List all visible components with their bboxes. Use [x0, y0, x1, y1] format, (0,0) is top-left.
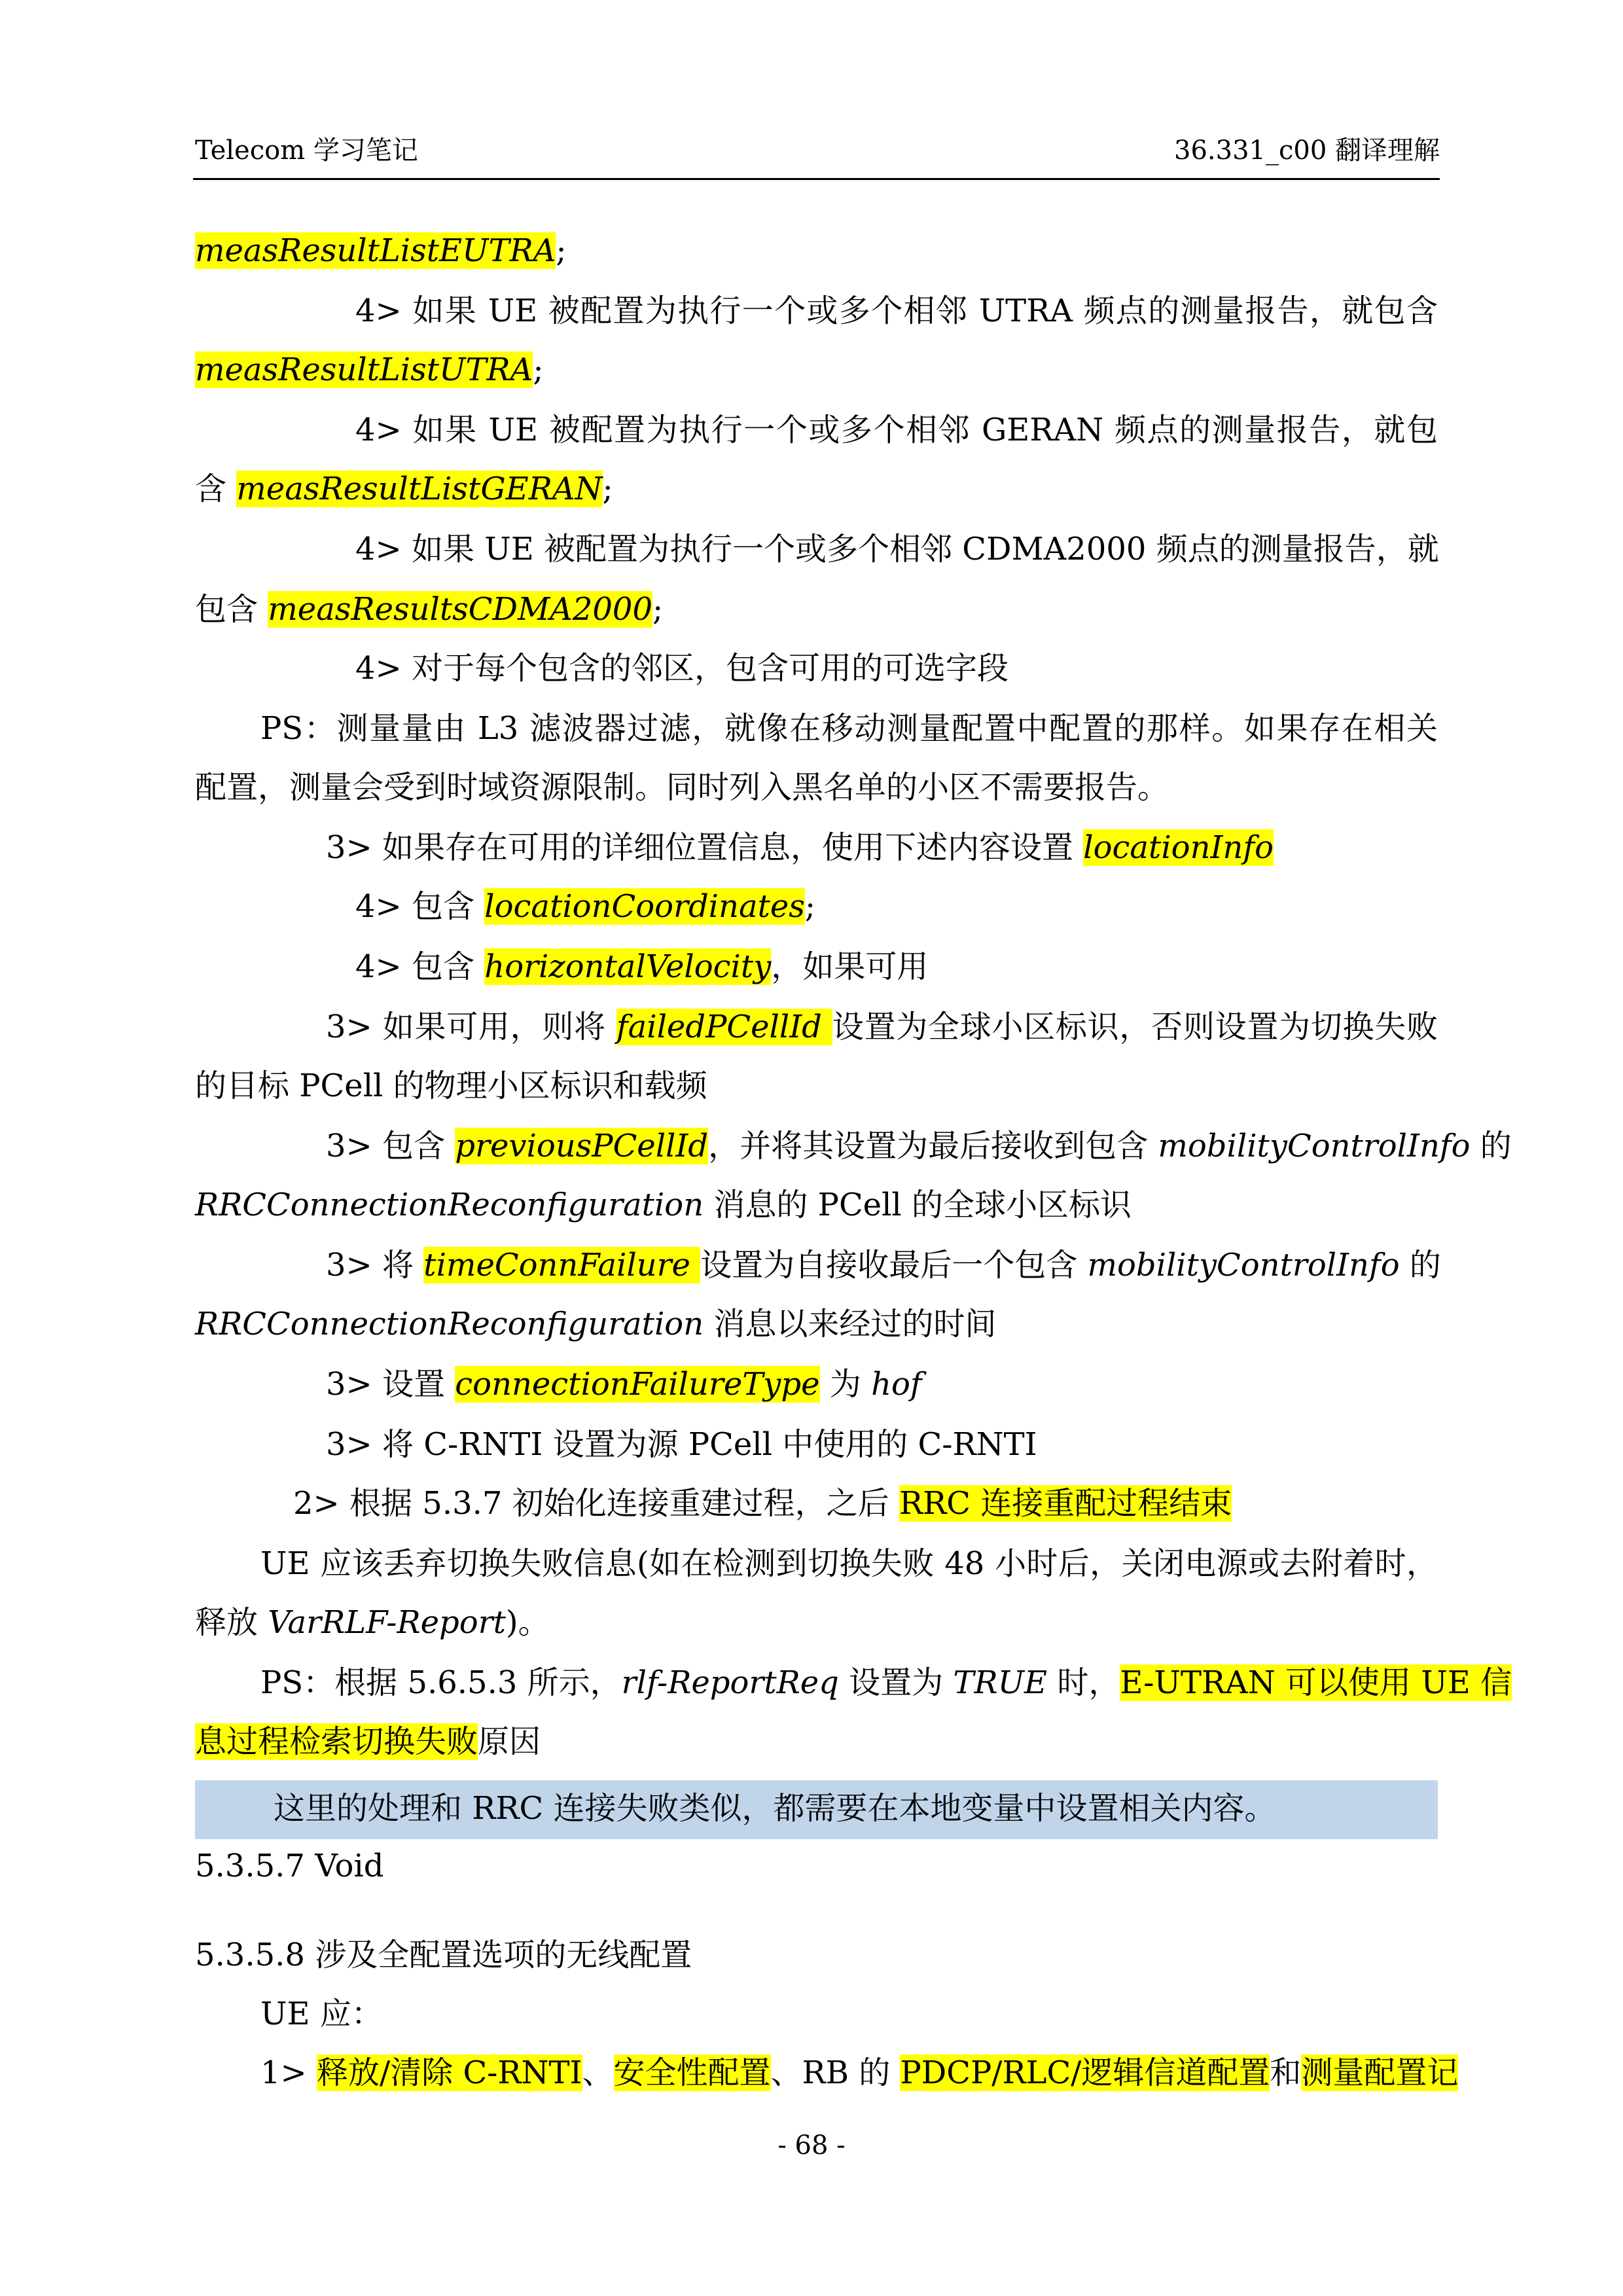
- text-segment: 的: [1399, 1247, 1441, 1283]
- text-line: [195, 285, 1438, 336]
- text-segment: 和: [1270, 2054, 1302, 2091]
- highlighted-text: measResultListUTRA: [195, 351, 533, 388]
- text-line: [195, 463, 1438, 514]
- text-line: [195, 1001, 1438, 1052]
- text-line: [195, 1478, 1438, 1529]
- highlighted-text: 释放/清除 C-RNTI: [317, 2054, 582, 2091]
- text-segment: 、: [582, 2054, 614, 2091]
- text-segment: 消息以来经过的时间: [704, 1306, 997, 1342]
- highlighted-text: RRC 连接重配过程结束: [899, 1485, 1232, 1522]
- text-segment: 3> 将: [326, 1247, 424, 1283]
- text-line: [195, 344, 1438, 395]
- highlighted-text: timeConnFailure: [423, 1247, 701, 1283]
- text-line: [195, 1299, 1438, 1350]
- text-line: [195, 1121, 1512, 1172]
- text-segment: 、RB 的: [770, 2054, 901, 2091]
- highlighted-text: measResultListEUTRA: [195, 232, 556, 269]
- highlighted-text: 息过程检索切换失败: [195, 1723, 478, 1760]
- text-segment: 4> 如果 UE 被配置为执行一个或多个相邻 GERAN 频点的测量报告，就包: [355, 412, 1438, 448]
- text-segment: 设置为全球小区标识，否则设置为切换失败: [832, 1009, 1438, 1045]
- text-line: [195, 2047, 1459, 2098]
- text-line: [195, 822, 1438, 873]
- highlighted-text: E-UTRAN 可以使用 UE 信: [1120, 1664, 1512, 1701]
- text-segment: 的: [1470, 1128, 1512, 1164]
- highlighted-text: 安全性配置: [613, 2054, 771, 2091]
- text-segment: 设置为: [838, 1664, 954, 1701]
- text-segment: UE 应该丢弃切换失败信息(如在检测到切换失败 48 小时后，关闭电源或去附着时，: [260, 1545, 1438, 1582]
- italic-term: TRUE: [953, 1664, 1048, 1701]
- text-line: [195, 1783, 1438, 1834]
- text-segment: 这里的处理和 RRC 连接失败类似，都需要在本地变量中设置相关内容。: [274, 1790, 1276, 1827]
- italic-term: VarRLF-Report: [268, 1604, 506, 1641]
- text-segment: 4> 如果 UE 被配置为执行一个或多个相邻 CDMA2000 频点的测量报告，就: [355, 531, 1439, 567]
- highlighted-text: measResultListGERAN: [236, 471, 603, 507]
- text-line: [195, 1240, 1441, 1291]
- header-left: Telecom 学习笔记: [195, 135, 418, 166]
- text-segment: ;: [533, 351, 544, 388]
- header-right: 36.331_c00 翻译理解: [1174, 135, 1440, 166]
- text-line: [195, 941, 1438, 992]
- italic-term: hof: [871, 1366, 922, 1403]
- text-segment: 配置，测量会受到时域资源限制。同时列入黑名单的小区不需要报告。: [195, 769, 1169, 806]
- text-line: [195, 703, 1438, 754]
- text-segment: 3> 设置: [326, 1366, 455, 1403]
- highlighted-text: 测量配置记: [1301, 2054, 1459, 2091]
- text-line: [195, 1988, 1438, 2039]
- highlighted-text: measResultsCDMA2000: [268, 591, 652, 628]
- highlighted-text: locationInfo: [1083, 829, 1274, 866]
- highlighted-text: connectionFailureType: [455, 1366, 820, 1403]
- text-segment: 为: [819, 1366, 872, 1403]
- text-segment: ，并将其设置为最后接收到包含: [708, 1128, 1158, 1164]
- text-line: [195, 1179, 1438, 1230]
- text-line: [195, 1929, 1438, 1981]
- text-line: [195, 1597, 1438, 1648]
- text-line: [195, 643, 1438, 694]
- text-line: [195, 762, 1438, 813]
- page-number: - 68 -: [777, 2130, 846, 2161]
- text-segment: 消息的 PCell 的全球小区标识: [704, 1187, 1132, 1223]
- text-line: [195, 1060, 1438, 1111]
- text-segment: PS：根据 5.6.5.3 所示，: [260, 1664, 622, 1701]
- highlighted-text: PDCP/RLC/逻辑信道配置: [900, 2054, 1270, 2091]
- italic-term: RRCConnectionReconfiguration: [195, 1187, 704, 1223]
- italic-term: rlf-ReportReq: [621, 1664, 839, 1701]
- text-segment: PS：测量量由 L3 滤波器过滤，就像在移动测量配置中配置的那样。如果存在相关: [260, 710, 1438, 747]
- text-segment: 2> 根据 5.3.7 初始化连接重建过程，之后: [293, 1485, 899, 1522]
- text-segment: 3> 如果存在可用的详细位置信息，使用下述内容设置: [326, 829, 1084, 866]
- header-rule: [193, 178, 1440, 180]
- text-line: [195, 1716, 1438, 1767]
- highlighted-text: locationCoordinates: [484, 888, 805, 925]
- text-line: [195, 584, 1438, 635]
- text-segment: 4> 如果 UE 被配置为执行一个或多个相邻 UTRA 频点的测量报告，就包含: [355, 293, 1438, 329]
- text-segment: 包含: [195, 591, 268, 628]
- text-line: [195, 881, 1438, 932]
- text-segment: )。: [505, 1604, 550, 1641]
- text-segment: 5.3.5.8 涉及全配置选项的无线配置: [195, 1937, 692, 1973]
- text-segment: 1>: [260, 2054, 317, 2091]
- highlighted-text: horizontalVelocity: [484, 948, 772, 985]
- text-segment: UE 应：: [260, 1996, 383, 2032]
- text-line: [195, 1359, 1438, 1410]
- text-segment: 含: [195, 471, 237, 507]
- text-segment: ;: [804, 888, 816, 925]
- text-segment: 3> 包含: [326, 1128, 455, 1164]
- text-segment: 原因: [478, 1723, 541, 1760]
- text-line: [195, 524, 1438, 575]
- text-segment: 4> 包含: [355, 948, 485, 985]
- text-line: [195, 225, 1438, 276]
- text-segment: 4> 对于每个包含的邻区，包含可用的可选字段: [355, 650, 1009, 687]
- text-segment: ;: [602, 471, 613, 507]
- italic-term: mobilityControlInfo: [1087, 1247, 1400, 1283]
- text-segment: ;: [556, 232, 567, 269]
- italic-term: RRCConnectionReconfiguration: [195, 1306, 704, 1342]
- text-segment: 4> 包含: [355, 888, 485, 925]
- text-line: [195, 1657, 1512, 1708]
- text-segment: 设置为自接收最后一个包含: [700, 1247, 1088, 1283]
- text-segment: 释放: [195, 1604, 268, 1641]
- text-segment: 3> 如果可用，则将: [326, 1009, 616, 1045]
- italic-term: mobilityControlInfo: [1158, 1128, 1471, 1164]
- text-segment: 5.3.5.7 Void: [195, 1848, 384, 1884]
- text-line: [195, 404, 1438, 456]
- text-segment: ;: [652, 591, 664, 628]
- text-segment: 的目标 PCell 的物理小区标识和载频: [195, 1067, 707, 1104]
- text-segment: 时，: [1047, 1664, 1120, 1701]
- text-line: [195, 1419, 1438, 1470]
- text-segment: ，如果可用: [771, 948, 929, 985]
- text-line: [195, 1538, 1438, 1589]
- text-segment: 3> 将 C-RNTI 设置为源 PCell 中使用的 C-RNTI: [326, 1426, 1037, 1463]
- text-line: [195, 1840, 1438, 1892]
- highlighted-text: failedPCellId: [616, 1009, 832, 1045]
- highlighted-text: previousPCellId: [455, 1128, 709, 1164]
